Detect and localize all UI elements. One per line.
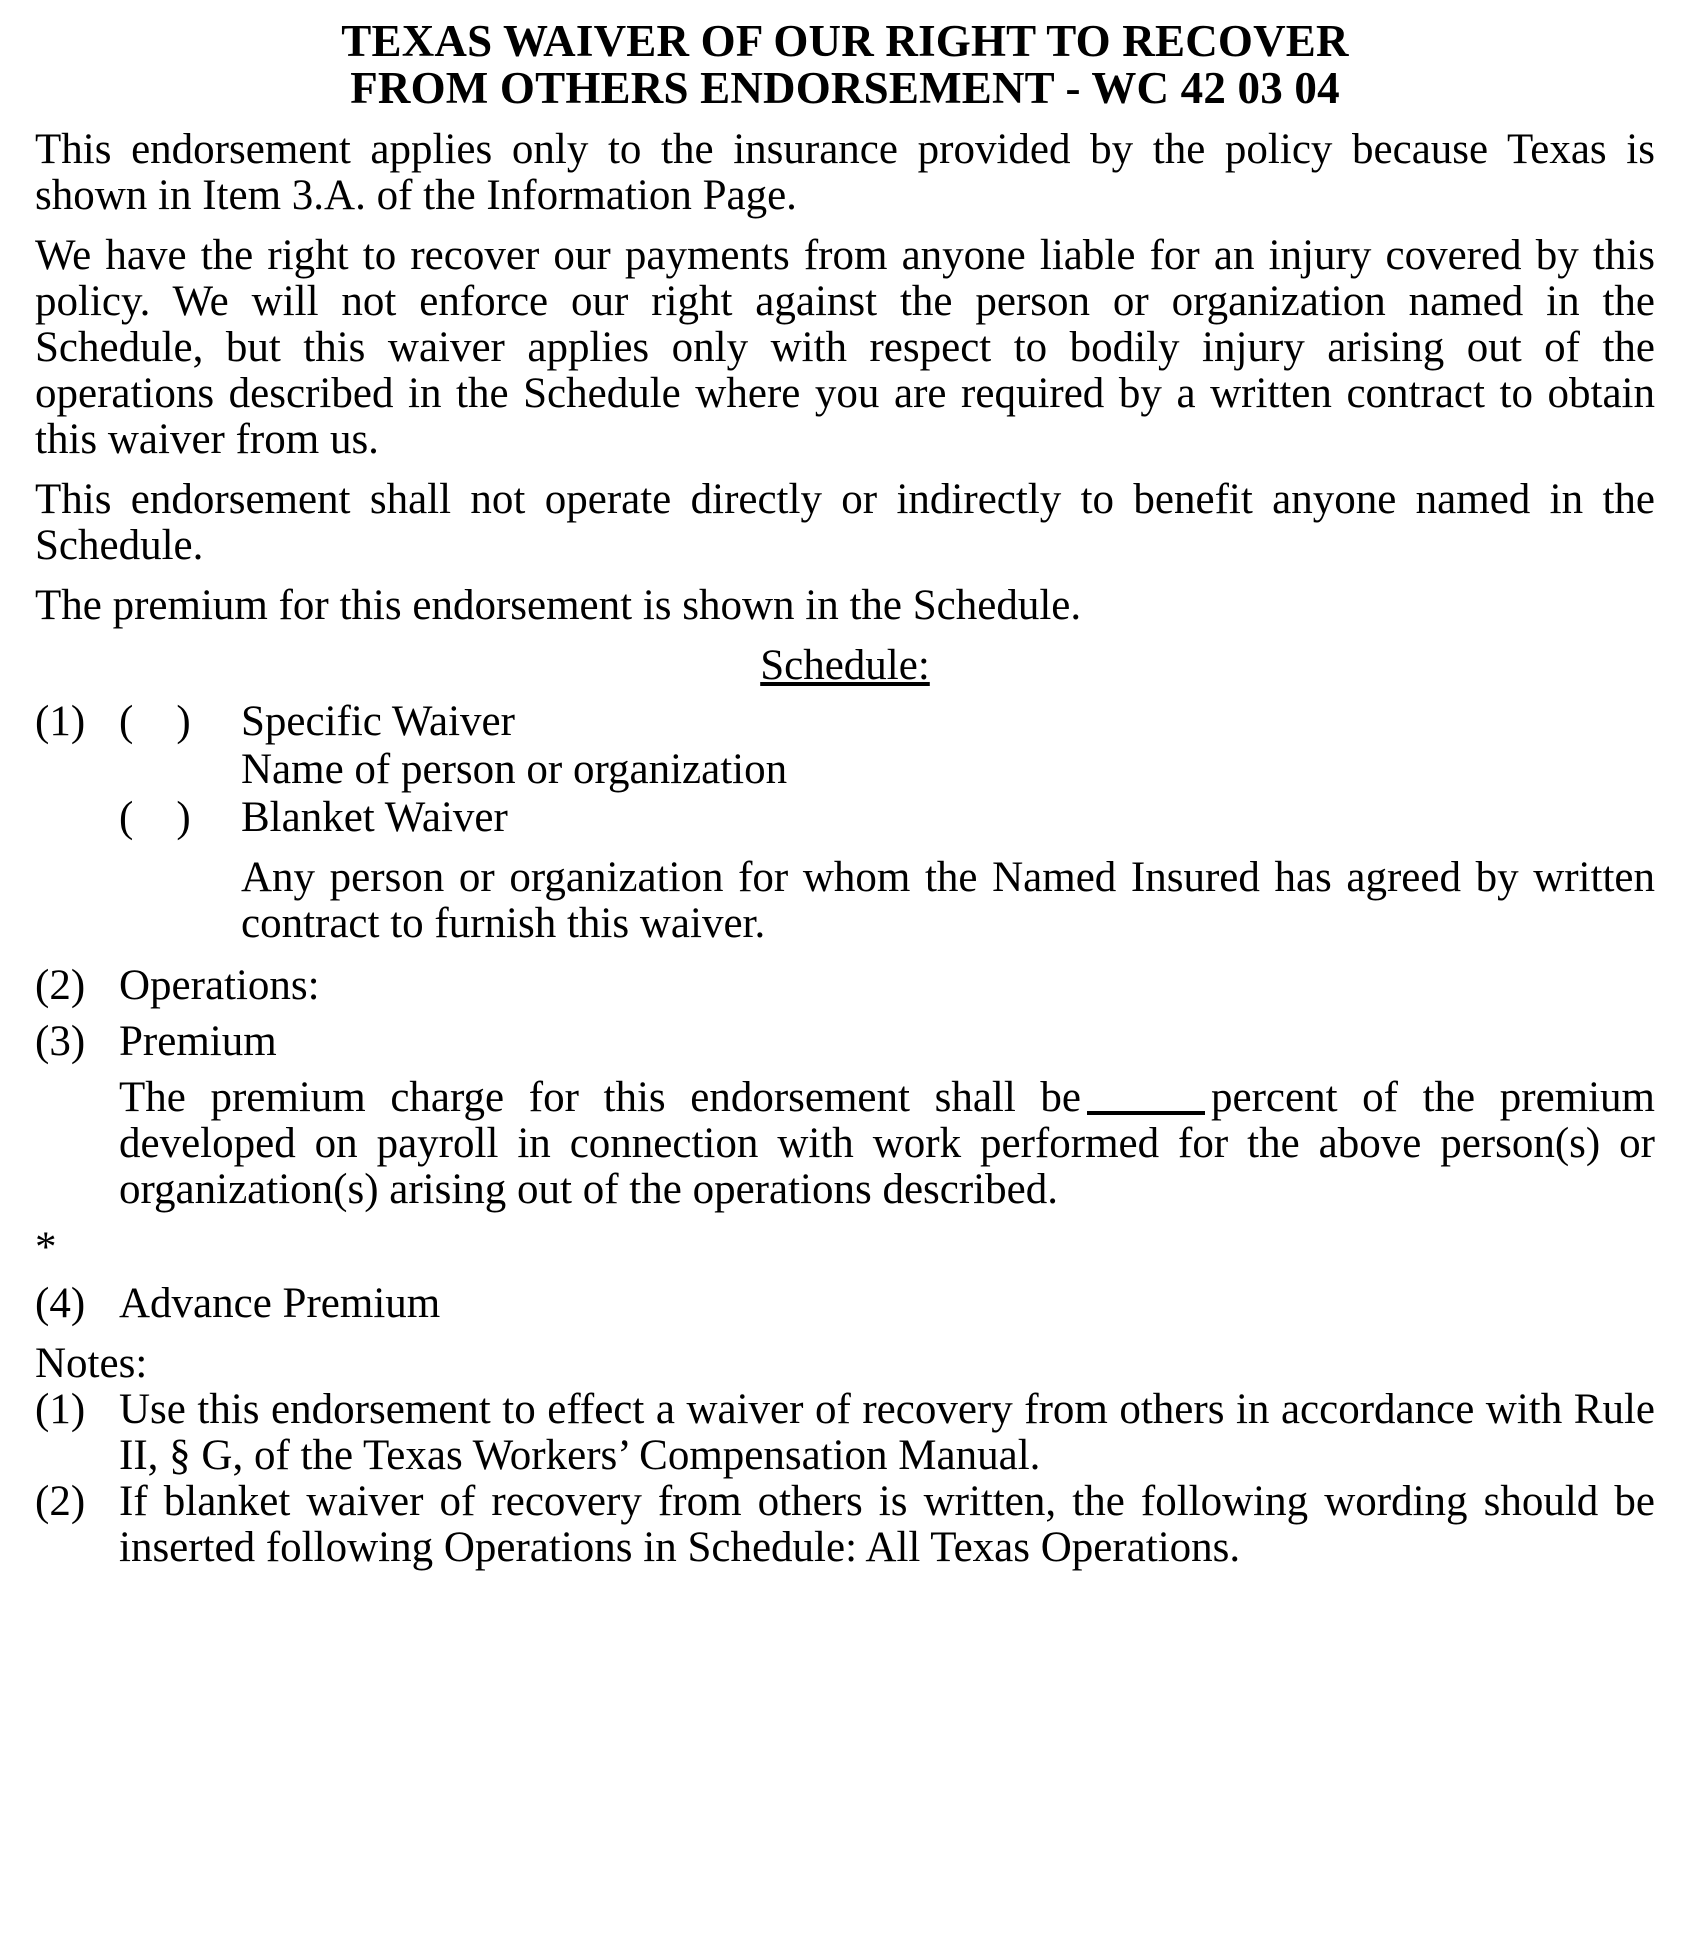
page-title (35, 18, 1655, 113)
label-blanket-waiver: Blanket Waiver (241, 793, 508, 841)
schedule-item-3-label: Premium (119, 1017, 277, 1065)
paragraph-applicability: This endorsement applies only to the insurance provided by the policy because Texas is shown in Item 3.A. of the Information Page. (35, 125, 1655, 219)
paragraph-premium-shown: The premium for this endorsement is shown in the Schedule. (35, 581, 1082, 629)
page-title-line-1: TEXAS WAIVER OF OUR RIGHT TO RECOVER (341, 16, 1349, 66)
checkbox-specific-waiver[interactable]: ( ) (119, 697, 191, 745)
schedule-item-premium (35, 1019, 1655, 1065)
schedule-heading-label: Schedule: (760, 641, 930, 689)
paragraph-right-to-recover: We have the right to recover our payments from anyone liable for an injury covered by this policy. We will not enforce our right against the person or organization named in the Schedule, but this waiver applies only with respect to bodily injury arising out of the operations described in the Schedule where you are required by a written contract to obtain this waiver from us. (35, 231, 1655, 463)
schedule-item-2-label: Operations: (119, 961, 320, 1009)
notes-label: Notes: (35, 1339, 148, 1387)
label-name-of-person-or-organization: Name of person or organization (241, 745, 788, 793)
note-item (35, 1387, 1655, 1479)
note-1-text: Use this endorsement to effect a waiver of recovery from others in accordance with Rule II, § G, of the Texas Workers’ Compensation Manual. (119, 1385, 1655, 1479)
page-title-line-2: FROM OTHERS ENDORSEMENT - WC 42 03 04 (350, 63, 1340, 114)
schedule-item-2-number: (2) (35, 961, 86, 1009)
checkbox-blanket-waiver[interactable]: ( ) (119, 793, 191, 841)
schedule-item-4-number: (4) (35, 1279, 86, 1327)
schedule-heading (35, 643, 1655, 689)
schedule-item-1-number: (1) (35, 697, 86, 745)
schedule-item-specific-waiver (35, 699, 1655, 745)
premium-charge-paragraph (35, 1075, 1655, 1213)
note-2-number: (2) (35, 1477, 86, 1525)
label-specific-waiver: Specific Waiver (241, 697, 515, 745)
schedule-item-operations (35, 963, 1655, 1009)
paragraph-no-benefit: This endorsement shall not operate directly or indirectly to benefit anyone named in the Schedule. (35, 475, 1655, 569)
schedule-item-advance-premium (35, 1281, 1655, 1327)
premium-charge-text-after: percent of the premium developed on payroll in connection with work performed for the above person(s) or organization(s) arising out of the operations described. (119, 1073, 1655, 1213)
schedule-item-blanket-waiver (35, 795, 1655, 841)
note-1-number: (1) (35, 1385, 86, 1433)
blanket-waiver-description: Any person or organization for whom the Named Insured has agreed by written contract to furnish this waiver. (241, 853, 1655, 947)
premium-percent-blank[interactable] (1087, 1111, 1205, 1115)
note-2-text: If blanket waiver of recovery from others is written, the following wording should be inserted following Operations in Schedule: All Texas Operations. (119, 1477, 1655, 1571)
schedule-item-4-label: Advance Premium (119, 1279, 441, 1327)
schedule-item-3-number: (3) (35, 1017, 86, 1065)
premium-charge-text-before: The premium charge for this endorsement shall be (119, 1073, 1082, 1121)
note-item (35, 1479, 1655, 1571)
asterisk-marker: * (35, 1223, 57, 1271)
